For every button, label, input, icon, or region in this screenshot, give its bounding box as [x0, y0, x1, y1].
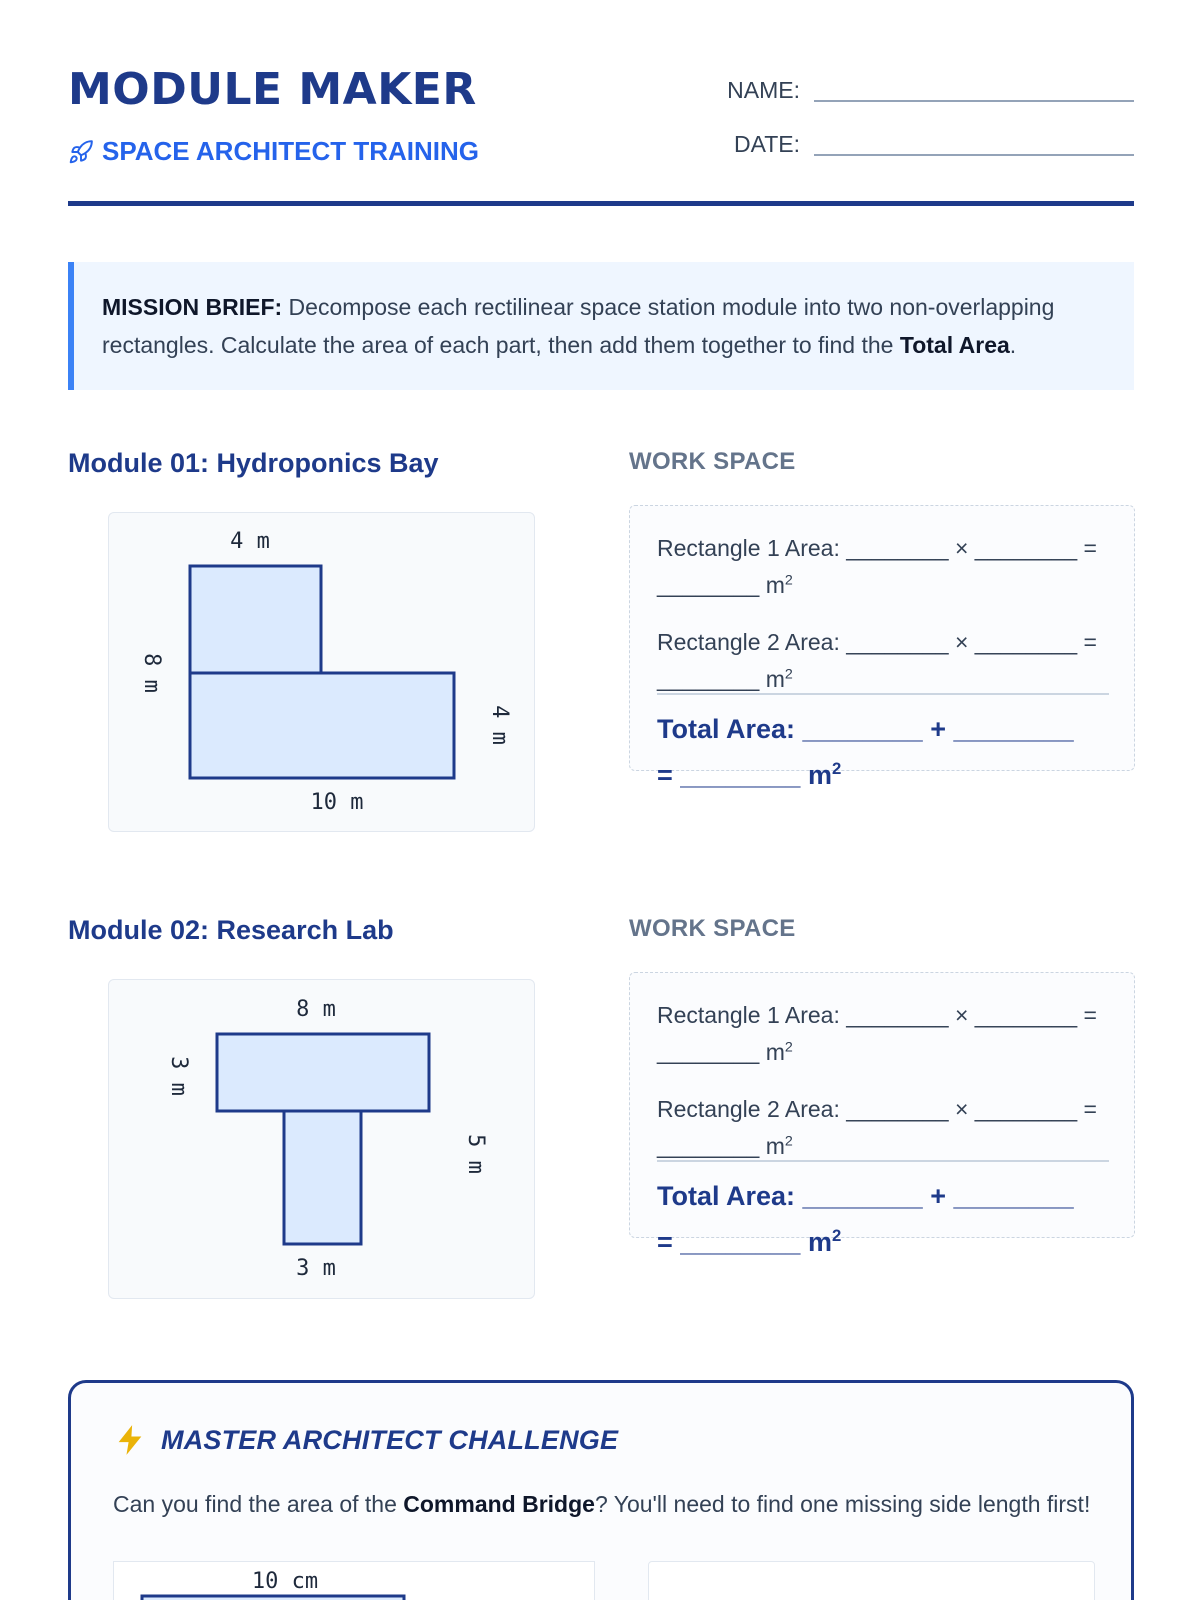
module-02-diagram — [108, 979, 535, 1299]
challenge-box — [68, 1380, 1134, 1600]
plus-sign: + — [930, 714, 946, 744]
module-01-total-row — [657, 709, 1087, 795]
equals-sign: = — [1083, 1002, 1097, 1028]
lightning-icon — [113, 1423, 147, 1457]
date-field — [700, 130, 1134, 156]
module-01-diagram — [108, 512, 535, 832]
brief-text: Decompose each rectilinear space station module into two non-overlapping rectangles. Calculate the area of each part, then add them together to find the — [102, 294, 1055, 358]
challenge-workspace[interactable] — [648, 1561, 1095, 1600]
total-blank-result[interactable]: ________ — [680, 1227, 801, 1257]
challenge-diagram — [113, 1561, 595, 1600]
rect2-blank-a[interactable]: ________ — [846, 1096, 949, 1122]
times-sign: × — [954, 535, 969, 561]
workspace-divider — [657, 693, 1109, 695]
module-02-workspace-label: WORK SPACE — [629, 915, 796, 942]
module-02-top-bar — [217, 1034, 429, 1111]
rect2-blank-b[interactable]: ________ — [974, 629, 1078, 655]
equals-sign: = — [1083, 1096, 1097, 1122]
times-sign: × — [954, 1002, 969, 1028]
module-02-dim-bottom: 3 m — [296, 1256, 336, 1281]
challenge-title: MASTER ARCHITECT CHALLENGE — [161, 1424, 619, 1455]
rect2-label: Rectangle 2 Area: — [657, 1096, 840, 1122]
module-02-stem — [284, 1111, 361, 1244]
unit-label: $m^2$ — [765, 571, 793, 598]
equals-sign: = — [1083, 535, 1097, 561]
rect2-blank-a[interactable]: ________ — [846, 629, 949, 655]
name-label: NAME: — [727, 77, 800, 103]
challenge-text: Can you find the area of the Command Bridge? You'll need to find one missing side length first! — [113, 1491, 1091, 1517]
rect1-label: Rectangle 1 Area: — [657, 535, 840, 561]
equals-sign: = — [657, 760, 673, 790]
rect1-blank-result[interactable]: ________ — [657, 571, 760, 598]
unit-label: $m^2$ — [765, 665, 793, 692]
brief-label: MISSION BRIEF: — [102, 294, 283, 320]
equals-sign: = — [657, 1227, 673, 1257]
total-label: Total Area: — [657, 1181, 796, 1211]
rect2-label: Rectangle 2 Area: — [657, 629, 840, 655]
module-01-workspace-label: WORK SPACE — [629, 448, 796, 475]
module-02-dim-right: 5 m — [463, 1134, 488, 1174]
header-divider — [68, 201, 1134, 206]
page-subtitle — [68, 136, 479, 167]
challenge-header — [113, 1423, 618, 1457]
date-label: DATE: — [733, 131, 800, 157]
module-01-dim-top: 4 m — [230, 529, 270, 554]
equals-sign: = — [1083, 629, 1097, 655]
total-blank-b[interactable]: ________ — [953, 714, 1074, 744]
brief-emphasis: Total Area — [899, 332, 1010, 358]
rect2-blank-b[interactable]: ________ — [974, 1096, 1078, 1122]
name-input-line[interactable] — [814, 76, 1134, 102]
rect1-blank-a[interactable]: ________ — [846, 535, 949, 561]
mission-brief — [68, 262, 1134, 390]
module-01-dim-left: 8 m — [139, 653, 164, 693]
total-blank-result[interactable]: ________ — [680, 760, 801, 790]
module-01-dim-bottom: 10 m — [310, 790, 364, 815]
rect2-blank-result[interactable]: ________ — [657, 1132, 760, 1159]
rect1-blank-result[interactable]: ________ — [657, 1038, 760, 1065]
challenge-emphasis: Command Bridge — [403, 1491, 595, 1517]
unit-label: $m^2$ — [765, 1038, 793, 1065]
unit-label: $m^2$ — [765, 1132, 793, 1159]
module-02-rect2-row — [657, 1093, 1097, 1162]
module-01-rect1-row — [657, 532, 1097, 601]
module-02-total-row — [657, 1176, 1087, 1262]
subtitle-text: SPACE ARCHITECT TRAINING — [102, 136, 479, 166]
module-01-dim-right: 4 m — [487, 705, 512, 745]
rocket-icon — [68, 139, 94, 165]
date-input-line[interactable] — [814, 130, 1134, 156]
total-blank-a[interactable]: ________ — [802, 714, 923, 744]
brief-text-end: . — [1009, 332, 1017, 358]
challenge-dim-top: 10 cm — [251, 1569, 319, 1594]
workspace-divider — [657, 1160, 1109, 1162]
module-01-rect2-row — [657, 626, 1097, 695]
module-02-title: Module 02: Research Lab — [68, 915, 394, 945]
total-blank-a[interactable]: ________ — [802, 1181, 923, 1211]
module-02-rect1-row — [657, 999, 1097, 1068]
total-label: Total Area: — [657, 714, 796, 744]
plus-sign: + — [930, 1181, 946, 1211]
module-02-workspace — [629, 972, 1135, 1257]
rect2-blank-result[interactable]: ________ — [657, 665, 760, 692]
unit-label: $m^2$ — [807, 1226, 842, 1257]
challenge-shape — [142, 1596, 404, 1600]
module-01-title: Module 01: Hydroponics Bay — [68, 448, 439, 478]
rect1-label: Rectangle 1 Area: — [657, 1002, 840, 1028]
times-sign: × — [954, 629, 969, 655]
unit-label: $m^2$ — [807, 759, 842, 790]
page-title: MODULE MAKER — [68, 64, 477, 115]
module-02-dim-left: 3 m — [166, 1056, 191, 1096]
name-field — [700, 76, 1134, 102]
rect1-blank-a[interactable]: ________ — [846, 1002, 949, 1028]
rect1-blank-b[interactable]: ________ — [974, 535, 1078, 561]
module-02-dim-top: 8 m — [296, 997, 336, 1022]
times-sign: × — [954, 1096, 969, 1122]
total-blank-b[interactable]: ________ — [953, 1181, 1074, 1211]
rect1-blank-b[interactable]: ________ — [974, 1002, 1078, 1028]
module-01-workspace — [629, 505, 1135, 790]
